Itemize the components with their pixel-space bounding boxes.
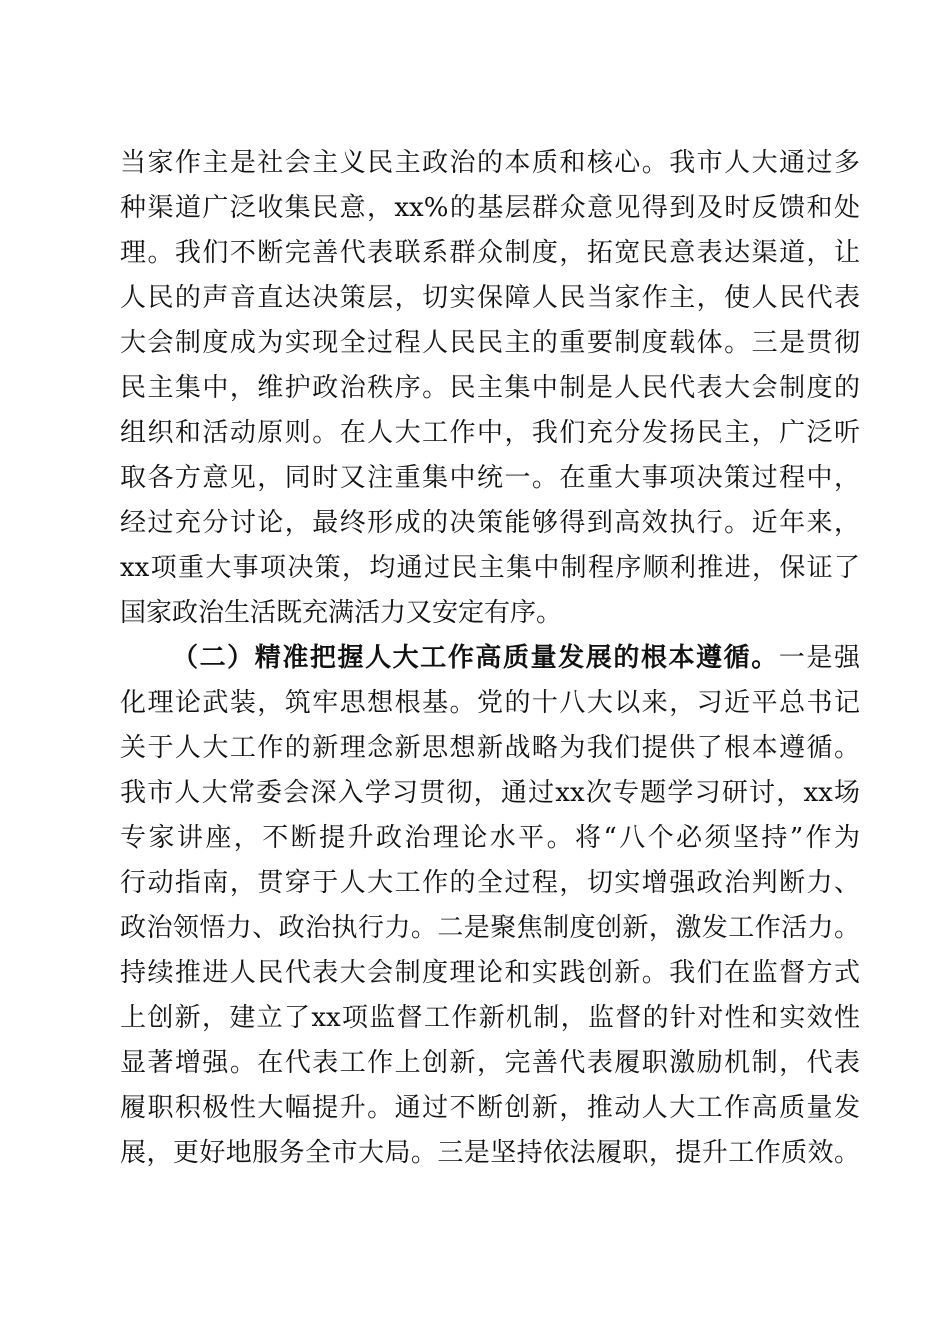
section-heading: （二）精准把握人大工作高质量发展的根本遵循。 <box>172 643 779 673</box>
text-line: 人民的声音直达决策层，切实保障人民当家作主，使人民代表 <box>120 283 860 313</box>
document-body <box>120 141 860 1176</box>
text-line: 行动指南，贯穿于人大工作的全过程，切实增强政治判断力、 <box>120 868 860 898</box>
text-line: 专家讲座，不断提升政治理论水平。将“八个必须坚持”作为 <box>120 823 860 853</box>
text-line: 化理论武装，筑牢思想根基。党的十八大以来，习近平总书记 <box>120 688 860 718</box>
text-line: 民主集中，维护政治秩序。民主集中制是人民代表大会制度的 <box>120 373 860 403</box>
paragraph-2 <box>120 636 860 1176</box>
text-line: 政治领悟力、政治执行力。二是聚焦制度创新，激发工作活力。 <box>120 913 860 943</box>
text-line: 国家政治生活既充满活力又安定有序。 <box>120 598 563 628</box>
text-line: 取各方意见，同时又注重集中统一。在重大事项决策过程中， <box>120 463 860 493</box>
text-line: 显著增强。在代表工作上创新，完善代表履职激励机制，代表 <box>120 1048 860 1078</box>
text-line: 履职积极性大幅提升。通过不断创新，推动人大工作高质量发 <box>120 1093 860 1123</box>
text-line: 我市人大常委会深入学习贯彻，通过xx次专题学习研讨，xx场 <box>120 778 860 808</box>
text-line: 关于人大工作的新理念新思想新战略为我们提供了根本遵循。 <box>120 733 860 763</box>
text-line: 持续推进人民代表大会制度理论和实践创新。我们在监督方式 <box>120 958 860 988</box>
text-line: 当家作主是社会主义民主政治的本质和核心。我市人大通过多 <box>120 148 860 178</box>
text-line: 上创新，建立了xx项监督工作新机制，监督的针对性和实效性 <box>120 1003 860 1033</box>
paragraph-first-line <box>120 636 860 681</box>
paragraph-1 <box>120 141 860 636</box>
text-line: xx项重大事项决策，均通过民主集中制程序顺利推进，保证了 <box>120 553 860 583</box>
text-line: 理。我们不断完善代表联系群众制度，拓宽民意表达渠道，让 <box>120 238 860 268</box>
text-line: 种渠道广泛收集民意，xx%的基层群众意见得到及时反馈和处 <box>120 193 860 223</box>
text-line: 展，更好地服务全市大局。三是坚持依法履职，提升工作质效。 <box>120 1138 860 1168</box>
heading-continuation: 一是强 <box>778 643 860 673</box>
text-line: 组织和活动原则。在人大工作中，我们充分发扬民主，广泛听 <box>120 418 860 448</box>
text-line: 大会制度成为实现全过程人民民主的重要制度载体。三是贯彻 <box>120 328 860 358</box>
text-line: 经过充分讨论，最终形成的决策能够得到高效执行。近年来， <box>120 508 860 538</box>
